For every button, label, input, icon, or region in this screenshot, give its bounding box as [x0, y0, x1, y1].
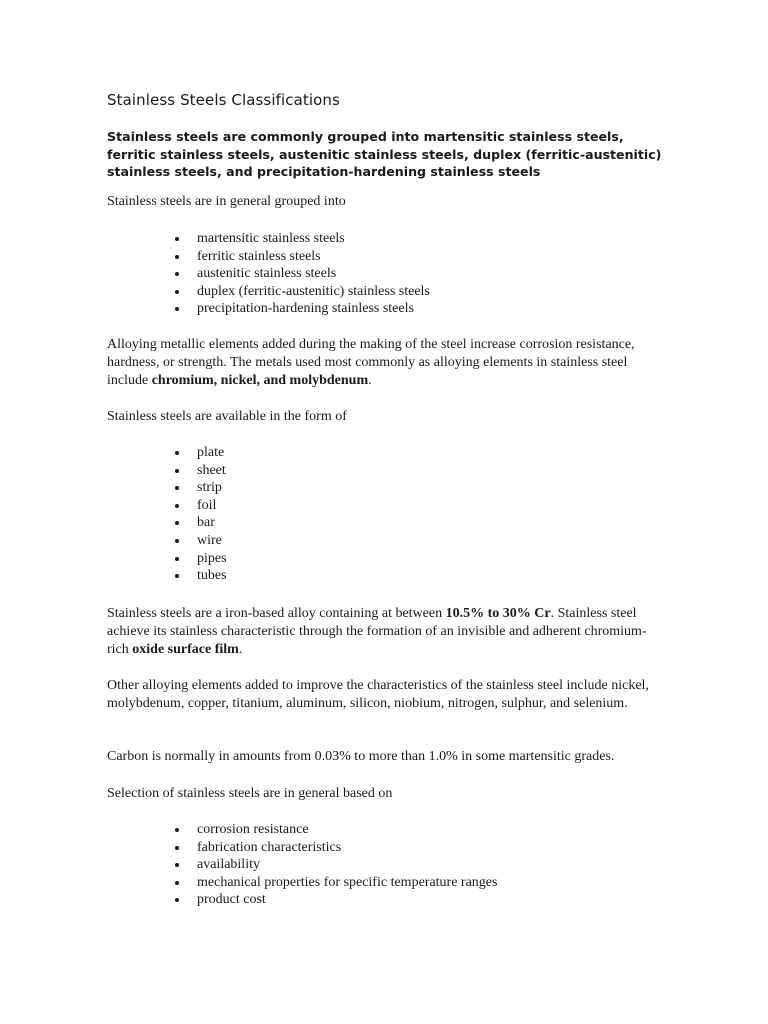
groups-intro: Stainless steels are in general grouped into — [107, 194, 346, 209]
carbon-paragraph: Carbon is normally in amounts from 0.03% to more than 1.0% in some martensitic grades. — [107, 749, 615, 764]
list-item: wire — [107, 532, 227, 550]
list-item: ferritic stainless steels — [107, 248, 430, 266]
alloying-paragraph: Alloying metallic elements added during the making of the steel increase corrosion resistance, hardness, or strength. The metals used most commonly as alloying elements in stainless steel include chromium, nickel, and molybdenum. — [107, 337, 635, 388]
list-item: product cost — [107, 891, 497, 909]
list-item: austenitic stainless steels — [107, 265, 430, 283]
list-item: martensitic stainless steels — [107, 230, 430, 248]
bullet-icon — [175, 557, 179, 561]
bullet-icon — [175, 307, 179, 311]
list-item: bar — [107, 514, 227, 532]
forms-list — [107, 444, 227, 585]
bullet-icon — [175, 486, 179, 490]
list-item: foil — [107, 497, 227, 515]
bullet-icon — [175, 504, 179, 508]
list-item: precipitation-hardening stainless steels — [107, 300, 430, 318]
bullet-icon — [175, 272, 179, 276]
list-item: fabrication characteristics — [107, 839, 497, 857]
page-title: Stainless Steels Classifications — [107, 91, 340, 109]
bullet-icon — [175, 237, 179, 241]
list-item: plate — [107, 444, 227, 462]
other-alloying-paragraph: Other alloying elements added to improve the characteristics of the stainless steel include nickel, molybdenum, copper, titanium, aluminum, silicon, niobium, nitrogen, sulphur, and selenium. — [107, 678, 649, 711]
alloying-elements-emphasis: chromium, nickel, and molybdenum — [151, 373, 369, 388]
bullet-icon — [175, 521, 179, 525]
bullet-icon — [175, 828, 179, 832]
selection-list — [107, 821, 497, 909]
bullet-icon — [175, 290, 179, 294]
bullet-icon — [175, 451, 179, 455]
chromium-range-emphasis: 10.5% to 30% Cr — [445, 606, 551, 621]
bullet-icon — [175, 898, 179, 902]
selection-intro: Selection of stainless steels are in general based on — [107, 786, 393, 801]
bullet-icon — [175, 539, 179, 543]
bullet-icon — [175, 863, 179, 867]
list-item: mechanical properties for specific temperature ranges — [107, 874, 497, 892]
list-item: sheet — [107, 462, 227, 480]
list-item: pipes — [107, 550, 227, 568]
bullet-icon — [175, 469, 179, 473]
list-item: availability — [107, 856, 497, 874]
list-item: strip — [107, 479, 227, 497]
forms-intro: Stainless steels are available in the form of — [107, 409, 347, 424]
bullet-icon — [175, 255, 179, 259]
list-item: corrosion resistance — [107, 821, 497, 839]
bullet-icon — [175, 881, 179, 885]
groups-list — [107, 230, 430, 318]
iron-based-paragraph: Stainless steels are a iron-based alloy containing at between 10.5% to 30% Cr. Stainless steel achieve its stainless characteristic through the formation of an invisible and adherent chromium-rich oxide surface film. — [107, 606, 647, 657]
bullet-icon — [175, 846, 179, 850]
list-item: duplex (ferritic-austenitic) stainless steels — [107, 283, 430, 301]
list-item: tubes — [107, 567, 227, 585]
bullet-icon — [175, 574, 179, 578]
oxide-film-emphasis: oxide surface film — [132, 642, 239, 657]
summary-paragraph: Stainless steels are commonly grouped into martensitic stainless steels, ferritic stainless steels, austenitic stainless steels, duplex (ferritic-austenitic) stainless steels, and precipitation-hardening stainless steels — [107, 129, 662, 179]
